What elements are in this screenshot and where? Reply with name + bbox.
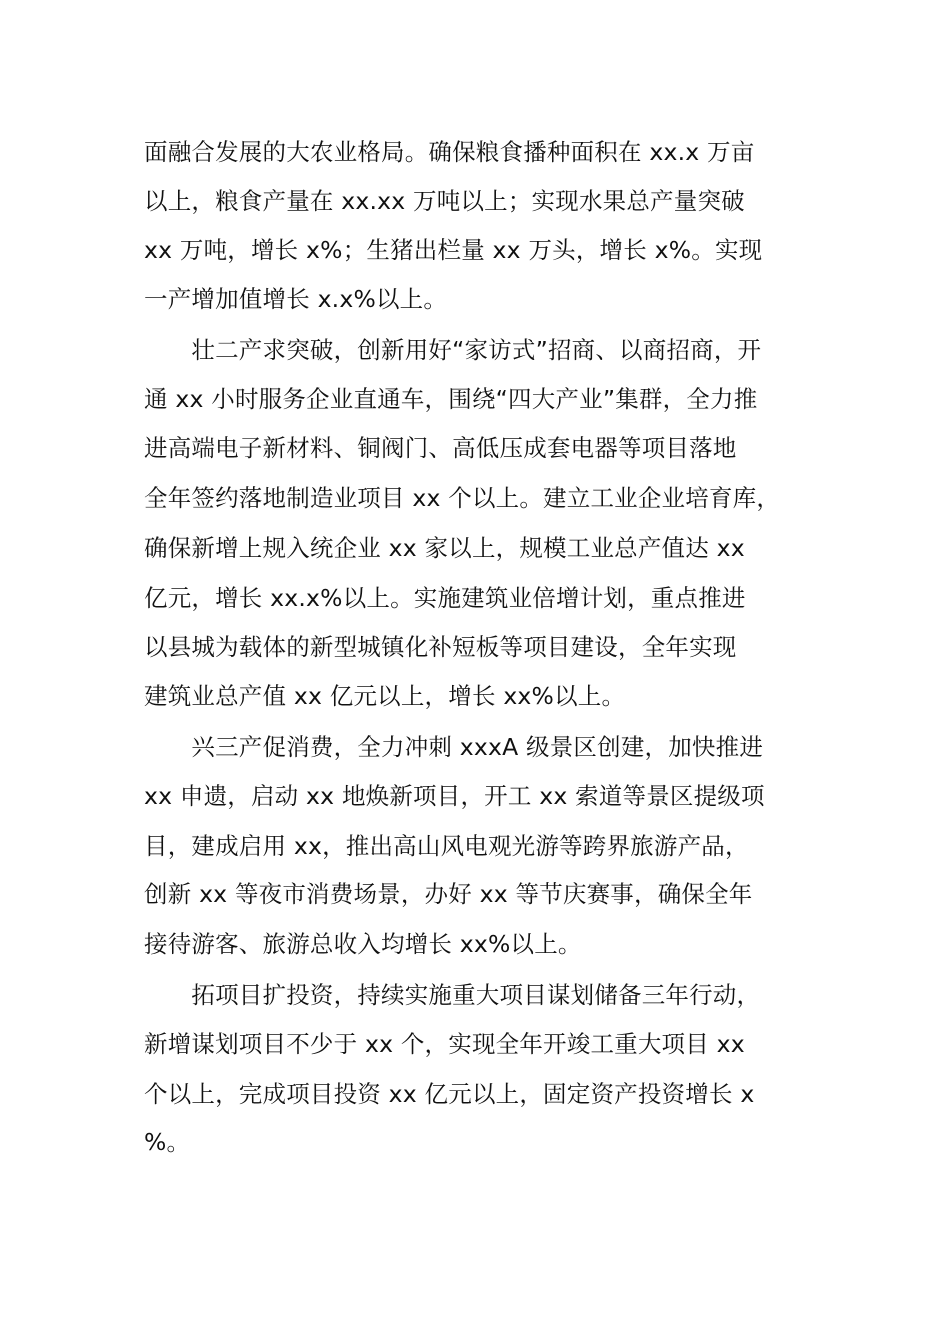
text-line: 进高端电子新材料、铜阀门、高低压成套电器等项目落地: [144, 434, 737, 462]
text-line: xx 申遗，启动 xx 地焕新项目，开工 xx 索道等景区提级项: [144, 782, 765, 810]
text-line: 接待游客、旅游总收入均增长 xx%以上。: [144, 930, 582, 958]
text-line: 建筑业总产值 xx 亿元以上，增长 xx%以上。: [144, 682, 626, 710]
paragraph-start-line: 拓项目扩投资，持续实施重大项目谋划储备三年行动，: [144, 981, 761, 1009]
text-line: 以县城为载体的新型城镇化补短板等项目建设，全年实现: [144, 633, 737, 661]
paragraph-start-line: 兴三产促消费，全力冲刺 xxxA 级景区创建，加快推进: [144, 733, 764, 761]
text-line: 通 xx 小时服务企业直通车，围绕“四大产业”集群，全力推: [144, 385, 758, 413]
text-line: 目，建成启用 xx，推出高山风电观光游等跨界旅游产品，: [144, 832, 749, 860]
text-line: xx 万吨，增长 x%；生猪出栏量 xx 万头，增长 x%。实现: [144, 236, 763, 264]
text-line: 面融合发展的大农业格局。确保粮食播种面积在 xx.x 万亩: [144, 138, 755, 166]
text-line: 创新 xx 等夜市消费场景，办好 xx 等节庆赛事，确保全年: [144, 880, 753, 908]
text-line: 个以上，完成项目投资 xx 亿元以上，固定资产投资增长 x: [144, 1080, 755, 1108]
paragraph-start-line: 壮二产求突破，创新用好“家访式”招商、以商招商，开: [144, 336, 762, 364]
text-line: 以上，粮食产量在 xx.xx 万吨以上；实现水果总产量突破: [144, 187, 745, 215]
text-line: 全年签约落地制造业项目 xx 个以上。建立工业企业培育库，: [144, 484, 781, 512]
text-line: 一产增加值增长 x.x%以上。: [144, 285, 448, 313]
text-line: 新增谋划项目不少于 xx 个，实现全年开竣工重大项目 xx: [144, 1030, 745, 1058]
text-line: %。: [144, 1128, 191, 1156]
text-line: 确保新增上规入统企业 xx 家以上，规模工业总产值达 xx: [144, 534, 745, 562]
text-line: 亿元，增长 xx.x%以上。实施建筑业倍增计划，重点推进: [144, 584, 746, 612]
